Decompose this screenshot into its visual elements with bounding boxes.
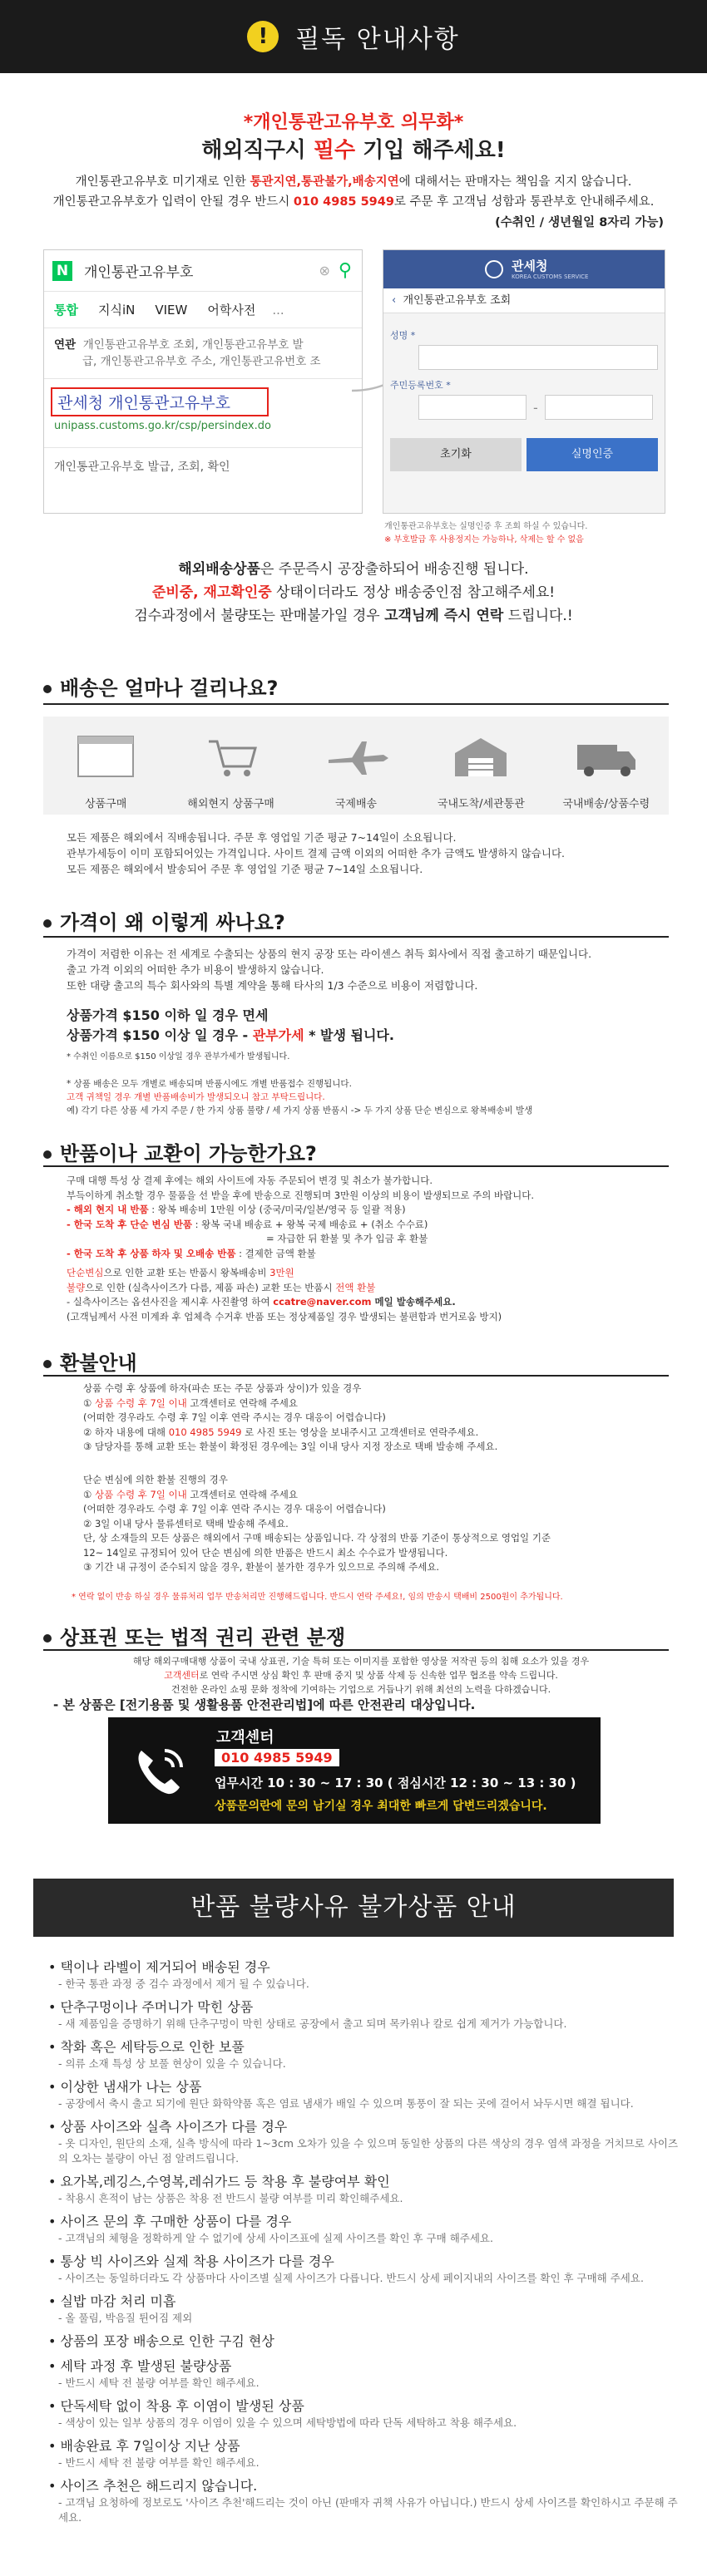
cs-title: 고객센터 [216, 1729, 274, 1746]
id-back-input[interactable] [545, 395, 653, 420]
cs-note: 상품문의란에 문의 남기실 경우 최대한 빠르게 답변드리겠습니다. [215, 1800, 547, 1813]
list-item [48, 1958, 680, 1992]
customs-emblem-icon [485, 260, 503, 278]
defect-heading: • 상품 사이즈와 실측 사이즈가 다를 경우 [48, 2119, 288, 2135]
defect-detail: - 새 제품임을 증명하기 위해 단추구멍이 막힌 상태로 공장에서 출고 되며 목카위나 칼로 쉽게 제거가 가능합니다. [58, 2017, 567, 2030]
list-item [48, 2332, 680, 2351]
divider [43, 936, 669, 938]
intro-subheadline: 해외직구시 필수 기입 해주세요! [201, 138, 506, 163]
tab-view: VIEW [155, 302, 188, 318]
shipping-section-title: 배송은 얼마나 걸리나요? [43, 672, 278, 701]
page-title: 필독 안내사항 [295, 25, 460, 54]
shipping-steps [43, 717, 669, 815]
divider [43, 1165, 669, 1167]
defect-detail: - 고객님 요청하에 정보로도 '사이즈 추천'해드리는 것이 아닌 (판매자 귀책 사유가 아닙니다.) 반드시 상세 사이즈를 확인하시고 주문해 주세요. [58, 2496, 678, 2524]
defect-detail: - 올 풀림, 박음질 튄어짐 제외 [58, 2312, 193, 2324]
defect-detail: - 한국 통관 과정 중 검수 과정에서 제거 될 수 있습니다. [58, 1978, 309, 1990]
tab-kin: 지식iN [97, 303, 136, 318]
back-arrow-icon: ‹ [392, 294, 397, 307]
defect-heading: • 착화 혹은 세탁등으로 인한 보풀 [48, 2039, 245, 2055]
defect-detail: - 옷 디자인, 원단의 소재, 실측 방식에 따라 1~3cm 오차가 있을 수 있으며 동일한 상품의 다른 색상의 경우 염색 과정을 거치므로 사이즈의 오차는 불량이 아닌 점 알려드립니다. [58, 2137, 679, 2165]
customer-service-box [108, 1717, 601, 1824]
cs-phone: 010 4985 5949 [215, 1749, 339, 1766]
step-delivery: 국내배송/상품수령 [551, 730, 661, 810]
price-section-title: 가격이 왜 이렇게 싸나요? [43, 906, 285, 935]
search-tabs [44, 292, 362, 328]
cs-hours: 업무시간 10 : 30 ~ 17 : 30 ( 점심시간 12 : 30 ~ 13 : 30 ) [215, 1776, 576, 1790]
divider [43, 703, 669, 705]
browser-icon [68, 730, 143, 783]
list-item [48, 2213, 680, 2246]
step-international: 국제배송 [301, 730, 411, 810]
defects-banner: 반품 불량사유 불가상품 안내 [33, 1879, 674, 1937]
list-item [48, 2397, 680, 2431]
notice-line-3: 검수과정에서 불량또는 판매불가일 경우 고객님께 즉시 연락 드립니다.! [134, 608, 573, 624]
result-url: unipass.customs.go.kr/csp/persindex.do [54, 420, 271, 432]
defect-heading: • 택이나 라벨이 제거되어 배송된 경우 [48, 1959, 270, 1975]
tab-more: ... [272, 302, 284, 318]
list-item [48, 2253, 680, 2286]
id-front-input[interactable] [418, 395, 527, 420]
customs-header: 관세청 KOREA CUSTOMS SERVICE [383, 250, 665, 288]
customs-note-2: ※ 부호발급 후 사용정지는 가능하나, 삭제는 할 수 없음 [384, 535, 584, 544]
defect-heading: • 상품의 포장 배송으로 인한 구김 현상 [48, 2333, 274, 2349]
bullet-icon [43, 1360, 52, 1368]
defects-list [48, 1958, 680, 2532]
truck-icon [569, 730, 644, 783]
refund-defect-text: 상품 수령 후 상품에 하자(파손 또는 주문 상품과 상이)가 있을 경우 ① 상품 수령 후 7일 이내 고객센터로 연락해 주세요 (어떠한 경우라도 수령 후 7일 이후 연락 주시는 경우 대응이 어렵습니다) ② 하자 내용에 대해 010 4985 5949 로 사진 또는 영상을 보내주시고 고객센터로 연락주세요. ③ 담당자를 통해 교환 또는 환불이 확정된 경우에는 3일 이내 당사 지정 장소로 택배 발송해 주세요. [83, 1382, 498, 1452]
defect-heading: • 세탁 과정 후 발생된 불량상품 [48, 2358, 232, 2374]
refund-change-text: 단순 변심에 의한 환불 진행의 경우 ① 상품 수령 후 7일 이내 고객센터로 연락해 주세요 (어떠한 경우라도 수령 후 7일 이후 연락 주시는 경우 대응이 어렵습니다) ② 3일 이내 당사 물류센터로 택배 발송해 주세요. 단, 상 소재들의 모든 상품은 해외에서 구매 배송되는 상품입니다. 각 상점의 반품 기준이 통상적으로 영업일 기준 12~ 14일로 규정되어 있어 단순 변심에 의한 반품은 반드시 최소 수수료가 발생됩니다. ③ 기간 내 규정이 준수되지 않을 경우, 환불이 불가한 경우가 있으므로 주의해 주세요. [83, 1474, 551, 1573]
list-item [48, 1998, 680, 2032]
customs-screenshot: 관세청 KOREA CUSTOMS SERVICE ‹ 개인통관고유부호 조회 성명 * 주민등록번호 * - 초기화 실명인증 [383, 249, 665, 514]
defect-heading: • 사이즈 추천은 해드리지 않습니다. [48, 2478, 258, 2494]
intro-text-1: 개인통관고유부호 미기재로 인한 통관지연,통관불가,배송지연에 대해서는 판매자는 책임을 지지 않습니다. [75, 175, 632, 189]
clear-icon: ⊗ [319, 263, 330, 278]
divider [43, 1375, 669, 1377]
warehouse-icon [443, 730, 518, 783]
notice-line-2: 준비중, 재고확인중 상태이더라도 정상 배송중인점 참고해주세요! [151, 584, 556, 601]
customs-note-1: 개인통관고유부호는 실명인증 후 조회 하실 수 있습니다. [384, 522, 588, 531]
defect-heading: • 사이즈 문의 후 구매한 상품이 다를 경우 [48, 2214, 292, 2229]
defect-heading: • 단추구멍이나 주머니가 막힌 상품 [48, 1999, 254, 2015]
customs-page-title: ‹ 개인통관고유부호 조회 [383, 288, 665, 313]
name-input[interactable] [418, 345, 658, 370]
phone-icon [131, 1742, 190, 1800]
list-item [48, 2078, 680, 2111]
defect-detail: - 의류 소재 특성 상 보풀 현상이 있을 수 있습니다. [58, 2057, 286, 2070]
notice-line-1: 해외배송상품은 주문즉시 공장출하되어 배송진행 됩니다. [178, 561, 529, 578]
price-tax-note: * 수취인 이름으로 $150 이상일 경우 관부가세가 발생됩니다. [67, 1052, 290, 1061]
list-item [48, 2477, 680, 2525]
defect-heading: • 통상 빅 사이즈와 실제 착용 사이즈가 다를 경우 [48, 2253, 334, 2269]
verify-button[interactable]: 실명인증 [527, 438, 658, 471]
defect-detail: - 색상이 있는 일부 상품의 경우 이염이 있을 수 있으며 세탁방법에 따라 단독 세탁하고 착용 해주세요. [58, 2416, 517, 2429]
warning-icon: ! [247, 21, 279, 52]
defect-heading: • 단독세탁 없이 착용 후 이염이 발생된 상품 [48, 2398, 304, 2414]
safety-law-note: - 본 상품은 [전기용품 및 생활용품 안전관리법]에 따른 안전관리 대상입니다. [53, 1697, 476, 1712]
defect-heading: • 배송완료 후 7일이상 지난 상품 [48, 2438, 240, 2454]
bullet-icon [43, 1150, 52, 1159]
price-tax-text: 상품가격 $150 이하 일 경우 면세 상품가격 $150 이상 일 경우 - 관부가세 * 발생 됩니다. [67, 1007, 394, 1043]
intro-text-2: 개인통관고유부호가 입력이 안될 경우 반드시 010 4985 5949로 주문 후 고객님 성함과 통관부호 안내해주세요. [52, 195, 655, 209]
list-item [48, 2173, 680, 2206]
divider [43, 1649, 669, 1651]
search-bar [44, 250, 362, 292]
refund-section-title: 환불안내 [43, 1347, 137, 1376]
list-item [48, 2357, 680, 2391]
exchange-section-title: 반품이나 교환이 가능한가요? [43, 1137, 317, 1166]
defect-detail: - 공장에서 축시 출고 되기에 원단 화학약품 혹은 염료 냄새가 배일 수 있으며 통풍이 잘 되는 곳에 걸어서 놔두시면 해결 됩니다. [58, 2097, 634, 2110]
list-item [48, 2118, 680, 2166]
step-customs: 국내도착/세관통관 [426, 730, 536, 810]
defect-heading: • 실밥 마감 처리 미흡 [48, 2293, 176, 2309]
defect-heading: • 이상한 냄새가 나는 상품 [48, 2079, 202, 2095]
ip-section-title: 상표권 또는 법적 권리 관련 분쟁 [43, 1621, 345, 1650]
tab-dictionary: 어학사전 [207, 303, 256, 318]
result-title: 관세청 개인통관고유부호 [51, 387, 269, 416]
step-purchase: 상품구매 [51, 730, 161, 810]
bullet-icon [43, 685, 52, 693]
cart-icon [194, 730, 269, 783]
intro-text-3: (수취인 / 생년월일 8자리 가능) [495, 216, 664, 229]
search-query: 개인통관고유부호 [84, 264, 194, 281]
defect-detail: - 반드시 세탁 전 불량 여부를 확인 해주세요. [58, 2377, 260, 2389]
refund-warning: * 연락 없이 반송 하실 경우 물류처리 업무 반송처리만 진행해드립니다. 반드시 연락 주세요!, 임의 반송시 택배비 2500원이 추가됩니다. [72, 1593, 563, 1602]
bullet-icon [43, 1634, 52, 1643]
price-notes: * 상품 배송은 모두 개별로 배송되며 반품시에도 개별 반품접수 진행됩니다. 고객 귀책일 경우 개별 반품배송비가 발생되오니 참고 부탁드립니다. 예) 각기 다른 상품 세 가지 주문 / 한 가지 상품 불량 / 세 가지 상품 반품시 -> 두 가지 상품 단순 변심으로 왕복배송비 발생 [67, 1079, 533, 1116]
intro-headline: *개인통관고유부호 의무화* [243, 112, 464, 133]
result-description: 개인통관고유부호 발급, 조회, 확인 [44, 447, 362, 485]
price-text: 가격이 저렴한 이유는 전 세계로 수출되는 상품의 현지 공장 또는 라이센스 취득 회사에서 직접 출고하기 때문입니다. 출고 가격 이외의 어떠한 추가 비용이 발생하지 않습니다. 또한 대량 출고의 특수 회사와의 특별 계약을 통해 타사의 1/3 수준으로 비용이 저렴합니다. [67, 948, 592, 992]
defect-heading: • 요가복,레깅스,수영복,레쉬가드 등 착용 후 불량여부 확인 [48, 2174, 390, 2189]
tab-integrated: 통합 [54, 303, 78, 318]
exchange-text: 구매 대행 특성 상 결제 후에는 해외 사이트에 자동 주문되어 변경 및 취소가 불가합니다. 부득이하게 취소할 경우 물품을 선 받을 후에 반송으로 진행되며 3만원 이상의 비용이 발생되므로 주의 바랍니다. - 해외 현지 내 반품 : 왕복 배송비 1만원 이상 (중국/미국/일본/영국 등 일괄 적용) - 한국 도착 후 단순 변심 반품 : 왕복 국내 배송료 + 왕복 국제 배송료 + (취소 수수료) = 자급한 뒤 환불 및 추가 입금 후 환불 - 한국 도착 후 상품 하자 및 오배송 반품 : 결제한 금액 환불 단순변심으로 인한 교환 또는 반품시 왕복배송비 3만원 불량으로 인한 (실측사이즈가 다름, 제품 파손) 교환 또는 반품시 전액 환불 - 실측사이즈는 옵션사진을 제시후 사진촬영 하여 ccatre@naver.com 메일 발송해주세요. (고객님께서 사전 미계좌 후 업체측 수거후 반품 또는 정상제품일 경우 발생되는 불편함과 번거로움 방지) [67, 1175, 535, 1322]
bullet-icon [43, 919, 52, 928]
list-item [48, 2038, 680, 2071]
defect-detail: - 고객님의 체형을 정확하게 알 수 없기에 상세 사이즈표에 실제 사이즈를 확인 후 구매 해주세요. [58, 2232, 493, 2244]
list-item [48, 2293, 680, 2326]
defect-detail: - 반드시 세탁 전 불량 여부를 확인 해주세요. [58, 2456, 260, 2469]
defect-detail: - 사이즈는 동일하더라도 각 상품마다 사이즈별 실제 사이즈가 다릅니다. 반드시 상세 페이지내의 사이즈를 확인 후 구매해 주세요. [58, 2272, 644, 2284]
defect-detail: - 착용시 흔적이 남는 상품은 착용 전 반드시 불량 여부를 미리 확인해주세요. [58, 2192, 403, 2204]
list-item [48, 2437, 680, 2470]
header-banner [0, 0, 707, 73]
reset-button[interactable]: 초기화 [390, 438, 522, 471]
naver-logo-icon: N [52, 261, 72, 281]
step-overseas-purchase: 해외현지 상품구매 [176, 730, 286, 810]
search-screenshot [43, 249, 363, 514]
ip-text: 해당 해외구매대행 상품이 국내 상표권, 기술 특허 또는 이미지를 포함한 영상물 저작권 등의 침해 요소가 있을 경우 고객센터로 연락 주시면 상심 확인 후 판매 중지 및 상품 삭제 등 신속한 업무 협조를 약속 드립니다. 건전한 온라인 쇼핑 문화 정착에 기여하는 기업으로 거듭나기 위해 최선의 노력을 다하겠습니다. [132, 1656, 590, 1695]
search-icon: ⚲ [338, 260, 352, 281]
shipping-text: 모든 제품은 해외에서 직배송됩니다. 주문 후 영업일 기준 평균 7~14일이 소요됩니다. 관부가세등이 이미 포함되어있는 가격입니다. 사이트 결제 금액 이외의 어떠한 추가 금액도 발생하지 않습니다. 모든 제품은 해외에서 발송되어 주문 후 영업일 기준 평균 7~14일 소요됩니다. [67, 831, 566, 875]
related-searches: 연관 개인통관고유부호 조회, 개인통관고유부호 발 급, 개인통관고유부호 주소, 개인통관고유번호 조 [44, 328, 362, 379]
airplane-icon [319, 730, 393, 783]
